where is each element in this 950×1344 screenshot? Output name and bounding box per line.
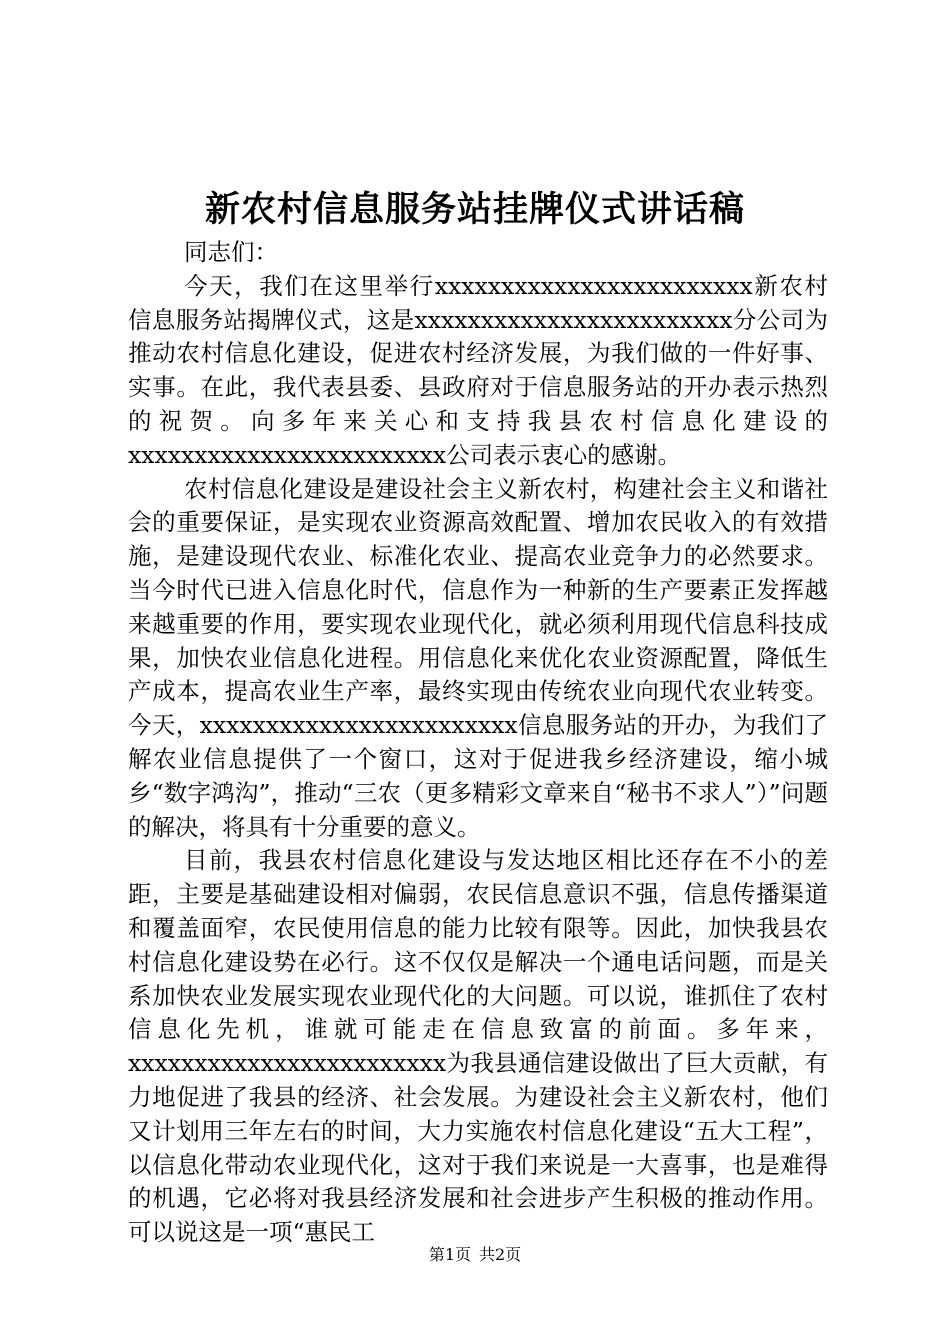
document-title: 新农村信息服务站挂牌仪式讲话稿 xyxy=(204,189,745,230)
page-total: 共2页 xyxy=(479,1245,522,1264)
paragraph-1: 今天，我们在这里举行xxxxxxxxxxxxxxxxxxxxxxxx新农村信息服务站揭牌仪式，这是xxxxxxxxxxxxxxxxxxxxxxxx分公司为推动农村信息化建设，促进农村经济发展，为我们做的一件好事、实事。在此，我代表县委、县政府对于信息服务站的开办表示热烈的祝贺。向多年来关心和支持我县农村信息化建设的xxxxxxxxxxxxxxxxxxxxxxxx公司表示衷心的感谢。 xyxy=(128,271,828,469)
document-body xyxy=(128,236,828,1250)
page-footer xyxy=(0,1244,950,1266)
page-number: 第1页 xyxy=(428,1245,471,1264)
paragraph-3: 目前，我县农村信息化建设与发达地区相比还存在不小的差距，主要是基础建设相对偏弱，农民信息意识不强，信息传播渠道和覆盖面窄，农民使用信息的能力比较有限等。因此，加快我县农村信息化建设势在必行。这不仅仅是解决一个通电话问题，而是关系加快农业发展实现农业现代化的大问题。可以说，谁抓住了农村信息化先机，谁就可能走在信息致富的前面。多年来，xxxxxxxxxxxxxxxxxxxxxxxx为我县通信建设做出了巨大贡献，有力地促进了我县的经济、社会发展。为建设社会主义新农村，他们又计划用三年左右的时间，大力实施农村信息化建设“五大工程”，以信息化带动农业现代化，这对于我们来说是一大喜事，也是难得的机遇，它必将对我县经济发展和社会进步产生积极的推动作用。可以说这是一项“惠民工 xyxy=(128,846,828,1247)
salutation: 同志们： xyxy=(184,238,278,266)
paragraph-2: 农村信息化建设是建设社会主义新农村，构建社会主义和谐社会的重要保证，是实现农业资源高效配置、增加农民收入的有效措施，是建设现代农业、标准化农业、提高农业竞争力的必然要求。当今时代已进入信息化时代，信息作为一种新的生产要素正发挥越来越重要的作用，要实现农业现代化，就必须利用现代信息科技成果，加快农业信息化进程。用信息化来优化农业资源配置，降低生产成本，提高农业生产率，最终实现由传统农业向现代农业转变。今天，xxxxxxxxxxxxxxxxxxxxxxxx信息服务站的开办，为我们了解农业信息提供了一个窗口，这对于促进我乡经济建设，缩小城乡“数字鸿沟”，推动“三农（更多精彩文章来自“秘书不求人”）”问题的解决，将具有十分重要的意义。 xyxy=(128,474,828,841)
